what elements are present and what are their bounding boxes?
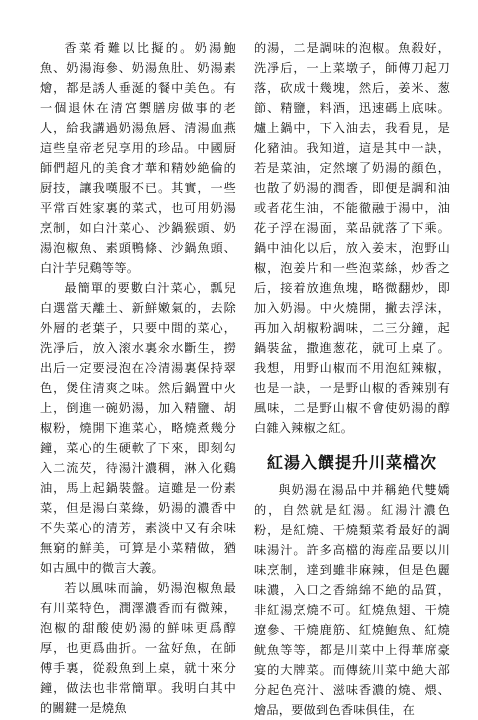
paragraph-continuation: 的湯，二是調味的泡椒。魚殺好，洗凈后，一上菜墩子，師傅刀起刀落，砍成十幾塊，然后，姜米、葱節、精鹽，料酒，迅速碼上底味。爐上鍋中，下入油去，我看見，是化豬油。我知道，這是其中一訣，若是菜油，定然壞了奶湯的顔色，也散了奶湯的潤香，即便是調和油或者花生油，不能徹融于湯中，油花子浮在湯面，菜品就落了下乘。鍋中油化以后，放入姜末，泡野山椒，泡姜片和一些泡菜絲，炒香之后，接着放進魚塊，略微翻炒，即加入奶湯。中火燒開，撇去浮沫，再加入胡椒粉調味，二三分鐘，起鍋裝盆，撒進葱花，就可上桌了。我想，用野山椒而不用泡紅辣椒，也是一訣，一是野山椒的香辣别有風味，二是野山椒不會使奶湯的醇白雜入辣椒之紅。	[254, 41, 450, 435]
right-column	[254, 38, 450, 717]
section-heading: 紅湯入饌提升川菜檔次	[266, 453, 437, 472]
paragraph: 與奶湯在湯品中并稱絶代雙嬌的，自然就是紅湯。紅湯汁濃色粉，是紅燒、干燒類菜肴最好的調味湯汁。許多高檔的海産品要以川味烹制，達到雖非麻辣，但是色麗味濃，入口之香綿綿不絶的品質，非紅湯烹燒不可。紅燒魚翅、干燒遼參、干燒鹿筋、紅燒鮑魚、紅燒鱿魚等等，都是川菜中上得華席豪宴的大牌菜。而傳統川菜中絶大部分起色亮汁、滋味香濃的燒、煨、燴品，要做到色香味俱佳，在	[254, 483, 450, 717]
paragraph: 若以風味而論，奶湯泡椒魚最有川菜特色，潤澤濃香而有微辣，泡椒的甜酸使奶湯的鮮味更爲醇厚，也更爲曲折。一盆好魚，在師傅手裏，從殺魚到上桌，就十來分鐘，做法也非常簡單。我明白其中的關鍵一是燒魚	[40, 581, 236, 715]
paragraph: 香菜肴難以比擬的。奶湯鮑魚、奶湯海參、奶湯魚肚、奶湯素燴，都是誘人垂涎的餐中美色。有一個退休在清宮禦膳房做事的老人，給我講過奶湯魚唇、清湯血燕這些皇帝老兒享用的珍品。中國厨師們超凡的美食才華和精妙絶倫的厨技，讓我嘆服不已。其實，一些平常百姓家裏的菜式，也可用奶湯烹制，如白汁菜心、沙鍋猴頭、奶湯泡椒魚、素頭鴨條、沙鍋魚頭、白汁芋兒鷄等等。	[40, 41, 236, 275]
paragraph: 最簡單的要數白汁菜心，瓢兒白選當天離土、新鮮嫩氣的，去除外層的老葉子，只要中間的菜心，洗凈后，放入滚水裏氽水斷生，撈出后一定要浸泡在冷清湯裏保持翠色，煲住清爽之味。然后鍋置中火上，倒進一碗奶湯，加入精鹽、胡椒粉，燒開下進菜心，略燒煮幾分鐘，菜心的生硬軟了下來，即刻勾入二流芡，待湯汁濃稠，淋入化鷄油，馬上起鍋裝盤。這雖是一份素菜，但是湯白菜綠，奶湯的濃香中不失菜心的清芳，素淡中又有余味無窮的鮮美，可算是小菜精做，猶如古風中的微言大義。	[40, 281, 236, 575]
left-column	[40, 38, 236, 715]
